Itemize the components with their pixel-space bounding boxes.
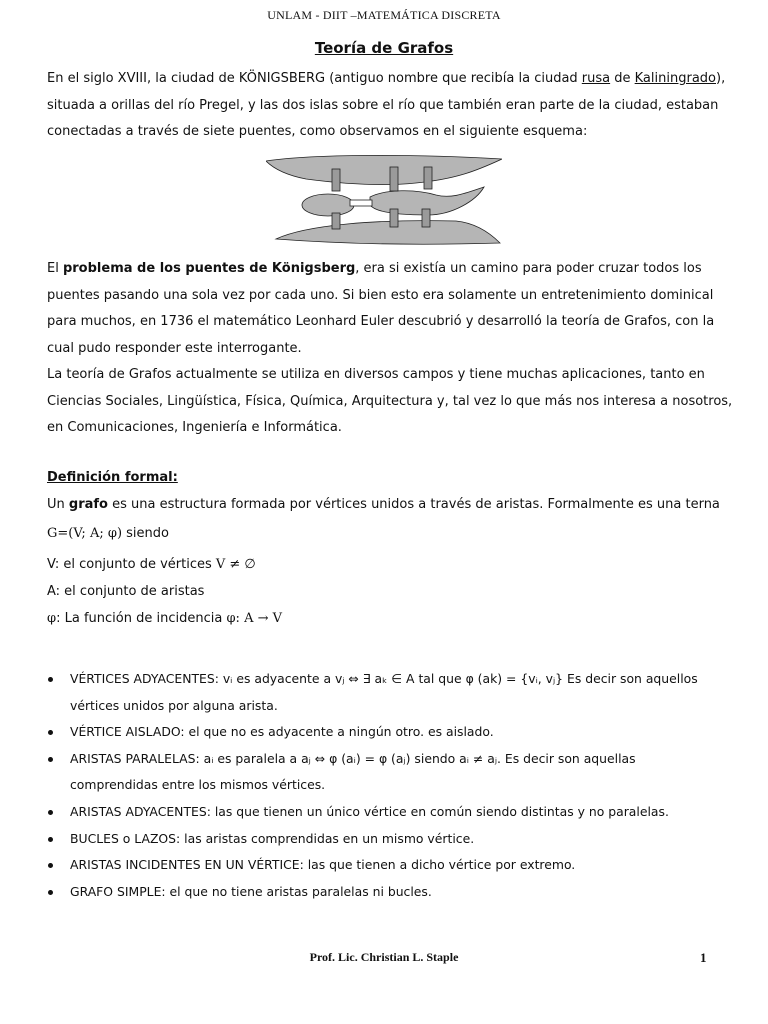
bullet-icon [48,890,53,895]
definition-text-a: Un [47,497,69,512]
page-title: Teoría de Grafos [314,39,454,57]
terna-line [47,526,169,541]
problem-text-b: , era si existía un camino para poder cruzar todos los puentes pasando una sola vez por cada uno. Si bien esto era solamente un entretenimiento dominical para muchos, en 1736 el matemático Leonhard Euler descubrió y desarrolló la teoría de Grafos, con la cual pudo responder este interrogante. [47,261,715,356]
list-item [47,799,737,826]
bridge-7 [422,209,430,227]
bridge-1 [332,169,340,191]
footer-author: Prof. Lic. Christian L. Staple [309,950,459,964]
bullet-icon [48,837,53,842]
problem-text-a: El [47,261,63,276]
bullet-icon [48,757,53,762]
list-item-text: VÉRTICES ADYACENTES: vᵢ es adyacente a vⱼ ⇔ ∃ aₖ ∈ A tal que φ (ak) = {vᵢ, vⱼ} Es decir son aquellos [70,671,698,686]
list-item [47,826,737,853]
definitions-list [47,666,737,905]
bridge-4 [350,200,372,206]
bullet-icon [48,863,53,868]
list-item [47,719,737,746]
problem-bold: problema de los puentes de Königsberg [62,261,356,276]
vertices-formula: V ≠ ∅ [215,557,256,572]
incidence-text: : La función de incidencia [56,611,227,626]
page-header: UNLAM - DIIT –MATEMÁTICA DISCRETA [267,8,501,22]
page-number: 1 [700,950,707,965]
bullet-icon [48,730,53,735]
bridge-5 [332,213,340,229]
list-item-text: BUCLES o LAZOS: las aristas comprendidas en un mismo vértice. [70,830,475,846]
bridge-3 [424,167,432,189]
definition-text-b: es una estructura formada por vértices unidos a través de aristas. Formalmente es una terna [107,497,720,512]
vertices-line [47,557,256,572]
incidence-formula: φ: A → V [226,611,283,626]
island-west [302,194,354,216]
definition-line [47,497,720,512]
link-rusa[interactable]: rusa [581,71,611,86]
problem-paragraph [47,256,737,362]
phi-symbol: φ [47,611,57,626]
intro-text-a: En el siglo XVIII, la ciudad de KÖNIGSBERG (antiguo nombre que recibía la ciudad [47,71,582,86]
list-item [47,666,737,719]
south-bank [276,221,500,245]
konigsberg-bridges-diagram [266,153,502,245]
list-item [47,879,737,906]
list-item-text: ARISTAS ADYACENTES: las que tienen un único vértice en común siendo distintas y no paralelas. [70,803,669,819]
definition-bold-grafo: grafo [68,497,108,512]
list-item [47,746,737,799]
bridge-2 [390,167,398,191]
intro-text-c: ), situada a orillas del río Pregel, y las dos islas sobre el río que también eran parte de la ciudad, estaban conectadas a través de siete puentes, como observamos en el siguiente esquema: [47,71,726,140]
bridge-6 [390,209,398,227]
applications-paragraph: La teoría de Grafos actualmente se utiliza en diversos campos y tiene muchas aplicaciones, tanto en Ciencias Sociales, Lingüística, Física, Química, Arquitectura y, tal vez lo que más nos interesa a nosotros, en Comunicaciones, Ingeniería e Informática. [47,367,733,436]
list-item-text: ARISTAS INCIDENTES EN UN VÉRTICE: las que tienen a dicho vértice por extremo. [70,857,576,873]
list-item-text: VÉRTICE AISLADO: el que no es adyacente a ningún otro. es aislado. [70,724,494,740]
intro-text-b: de [610,71,635,86]
north-bank [266,155,502,184]
bullet-icon [48,677,53,682]
definition-heading: Definición formal: [47,470,178,485]
list-item-text: vértices unidos por alguna arista. [70,697,278,713]
bullet-icon [48,810,53,815]
list-item-text: GRAFO SIMPLE: el que no tiene aristas paralelas ni bucles. [70,883,432,899]
terna-formula: G=(V; A; φ) [47,526,123,541]
vertices-text: V: el conjunto de vértices [47,557,216,572]
list-item [47,852,737,879]
link-kaliningrado[interactable]: Kaliningrado [634,71,716,86]
intro-paragraph [47,66,737,146]
list-item-text: ARISTAS PARALELAS: aᵢ es paralela a aⱼ ⇔ φ (aᵢ) = φ (aⱼ) siendo aᵢ ≠ aⱼ. Es decir son aquellas [70,750,636,766]
aristas-line: A: el conjunto de aristas [47,584,205,599]
list-item-text: comprendidas entre los mismos vértices. [70,777,326,793]
terna-text: siendo [122,526,169,541]
incidence-line [47,611,282,626]
